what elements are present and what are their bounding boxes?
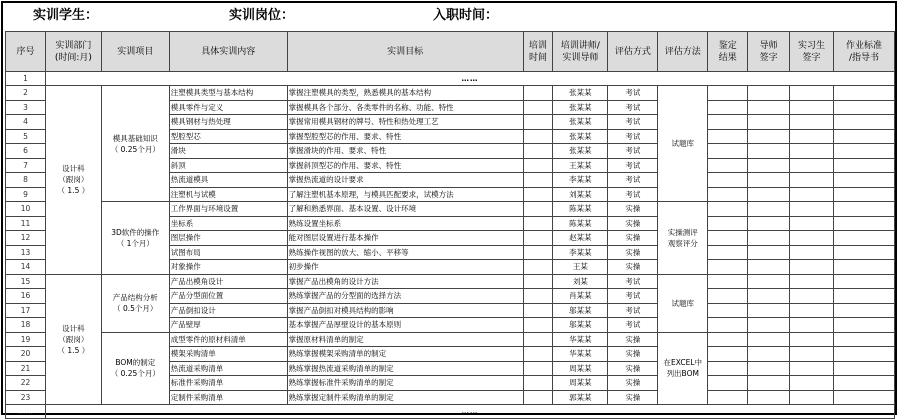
trainer-cell: 刘某	[553, 274, 608, 289]
guide-cell[interactable]	[834, 158, 895, 173]
mentor-signature-cell[interactable]	[748, 158, 790, 173]
intern-signature-cell[interactable]	[790, 289, 834, 304]
goal-cell: 掌握斜顶型芯的作用、要求、特性	[287, 158, 523, 173]
goal-cell: 掌握产品出模角的设计方法	[287, 274, 523, 289]
trainer-cell: 李某某	[553, 245, 608, 260]
guide-cell[interactable]	[834, 390, 895, 405]
guide-cell[interactable]	[834, 361, 895, 376]
guide-cell[interactable]	[834, 144, 895, 159]
content-cell: 标准件采购清单	[169, 376, 287, 391]
content-cell: 坐标系	[169, 216, 287, 231]
content-cell: 模架采购清单	[169, 347, 287, 362]
eval-method-cell: 在EXCEL中 列出BOM	[658, 332, 708, 405]
mentor-signature-cell[interactable]	[748, 361, 790, 376]
training-time-cell[interactable]	[523, 100, 553, 115]
ellipsis: ……	[45, 72, 894, 86]
content-cell: 斜顶	[169, 158, 287, 173]
trainer-cell: 陈某某	[553, 216, 608, 231]
result-cell[interactable]	[708, 202, 748, 217]
eval-mode-cell: 实操	[608, 202, 658, 217]
training-time-cell[interactable]	[523, 129, 553, 144]
training-time-cell[interactable]	[523, 216, 553, 231]
eval-mode-cell: 实操	[608, 231, 658, 246]
intern-signature-cell[interactable]	[790, 231, 834, 246]
result-cell[interactable]	[708, 390, 748, 405]
training-time-cell[interactable]	[523, 245, 553, 260]
goal-cell: 熟练设置坐标系	[287, 216, 523, 231]
guide-cell[interactable]	[834, 245, 895, 260]
result-cell[interactable]	[708, 100, 748, 115]
col-header: 评估方式	[608, 32, 658, 72]
row-number: 4	[6, 115, 46, 130]
content-cell: 热流道模具	[169, 173, 287, 188]
col-header: 实训项目	[101, 32, 169, 72]
goal-cell: 掌握模具各个部分、各类零件的名称、功能、特性	[287, 100, 523, 115]
col-header: 实训目标	[287, 32, 523, 72]
col-header: 作业标准 /指导书	[834, 32, 895, 72]
result-cell[interactable]	[708, 376, 748, 391]
eval-mode-cell: 考试	[608, 86, 658, 101]
intern-signature-cell[interactable]	[790, 129, 834, 144]
goal-cell: 基本掌握产品厚壁设计的基本原则	[287, 318, 523, 333]
training-time-cell[interactable]	[523, 202, 553, 217]
row-number: 9	[6, 187, 46, 202]
mentor-signature-cell[interactable]	[748, 289, 790, 304]
intern-signature-cell[interactable]	[790, 144, 834, 159]
department-cell: 设计科 （跟岗） （ 1.5 ）	[45, 86, 101, 275]
row-number: 3	[6, 100, 46, 115]
goal-cell: 了解注塑机基本原理，与模具匹配要求，试模方法	[287, 187, 523, 202]
content-cell: 型腔型芯	[169, 129, 287, 144]
col-header: 实训部门 (时间:月)	[45, 32, 101, 72]
guide-cell[interactable]	[834, 100, 895, 115]
result-cell[interactable]	[708, 260, 748, 275]
row-number: 14	[6, 260, 46, 275]
guide-cell[interactable]	[834, 347, 895, 362]
eval-mode-cell: 考试	[608, 303, 658, 318]
intern-signature-cell[interactable]	[790, 274, 834, 289]
content-cell: 产品壁厚	[169, 318, 287, 333]
col-header: 鉴定 结果	[708, 32, 748, 72]
training-time-cell[interactable]	[523, 231, 553, 246]
goal-cell: 掌握产品倒扣对模具结构的影响	[287, 303, 523, 318]
row-number: 1	[6, 72, 46, 86]
training-time-cell[interactable]	[523, 173, 553, 188]
trainer-cell: 王某某	[553, 158, 608, 173]
trainer-cell: 周某某	[553, 361, 608, 376]
trainer-cell: 华某某	[553, 347, 608, 362]
training-time-cell[interactable]	[523, 158, 553, 173]
goal-cell: 熟练掌握热流道采购清单的制定	[287, 361, 523, 376]
content-cell: 产品倒扣设计	[169, 303, 287, 318]
intern-signature-cell[interactable]	[790, 216, 834, 231]
eval-mode-cell: 实操	[608, 361, 658, 376]
result-cell[interactable]	[708, 86, 748, 101]
department-cell: 设计科 （跟岗） （ 1.5 ）	[45, 274, 101, 405]
row-number: 5	[6, 129, 46, 144]
goal-cell: 掌握注塑模具的类型，熟悉模具的基本结构	[287, 86, 523, 101]
intern-signature-cell[interactable]	[790, 260, 834, 275]
trainer-cell: 赵某某	[553, 231, 608, 246]
trainer-cell: 刘某某	[553, 187, 608, 202]
result-cell[interactable]	[708, 158, 748, 173]
intern-signature-cell[interactable]	[790, 376, 834, 391]
row-number: 8	[6, 173, 46, 188]
training-table	[5, 31, 895, 419]
guide-cell[interactable]	[834, 260, 895, 275]
guide-cell[interactable]	[834, 289, 895, 304]
row-number: 12	[6, 231, 46, 246]
eval-mode-cell: 考试	[608, 158, 658, 173]
content-cell: 热流道采购清单	[169, 361, 287, 376]
training-time-cell[interactable]	[523, 187, 553, 202]
ellipsis: ……	[45, 405, 894, 419]
mentor-signature-cell[interactable]	[748, 347, 790, 362]
intern-signature-cell[interactable]	[790, 115, 834, 130]
guide-cell[interactable]	[834, 202, 895, 217]
col-header: 实习生 签字	[790, 32, 834, 72]
goal-cell: 能对图层设置进行基本操作	[287, 231, 523, 246]
guide-cell[interactable]	[834, 173, 895, 188]
student-label: 实训学生：	[33, 8, 99, 23]
intern-signature-cell[interactable]	[790, 100, 834, 115]
eval-mode-cell: 实操	[608, 390, 658, 405]
row-number: 21	[6, 361, 46, 376]
result-cell[interactable]	[708, 347, 748, 362]
row-number: 23	[6, 390, 46, 405]
training-time-cell[interactable]	[523, 332, 553, 347]
trainer-cell: 郭某某	[553, 390, 608, 405]
training-time-cell[interactable]	[523, 318, 553, 333]
training-time-cell[interactable]	[523, 144, 553, 159]
content-cell: 产品分型面位置	[169, 289, 287, 304]
intern-signature-cell[interactable]	[790, 173, 834, 188]
content-cell: 定制件采购清单	[169, 390, 287, 405]
training-time-cell[interactable]	[523, 115, 553, 130]
intern-signature-cell[interactable]	[790, 86, 834, 101]
result-cell[interactable]	[708, 245, 748, 260]
row-number: 15	[6, 274, 46, 289]
mentor-signature-cell[interactable]	[748, 245, 790, 260]
result-cell[interactable]	[708, 361, 748, 376]
result-cell[interactable]	[708, 303, 748, 318]
mentor-signature-cell[interactable]	[748, 202, 790, 217]
result-cell[interactable]	[708, 318, 748, 333]
project-cell: 产品结构分析 （ 0.5个月）	[101, 274, 169, 332]
intern-signature-cell[interactable]	[790, 245, 834, 260]
result-cell[interactable]	[708, 115, 748, 130]
result-cell[interactable]	[708, 144, 748, 159]
row-number: ……	[6, 405, 46, 419]
trainer-cell: 邬某某	[553, 303, 608, 318]
col-header: 具体实训内容	[169, 32, 287, 72]
intern-signature-cell[interactable]	[790, 202, 834, 217]
eval-mode-cell: 考试	[608, 144, 658, 159]
result-cell[interactable]	[708, 231, 748, 246]
mentor-signature-cell[interactable]	[748, 303, 790, 318]
intern-signature-cell[interactable]	[790, 347, 834, 362]
guide-cell[interactable]	[834, 115, 895, 130]
goal-cell: 熟练操作视图的放大、缩小、平移等	[287, 245, 523, 260]
intern-signature-cell[interactable]	[790, 318, 834, 333]
intern-signature-cell[interactable]	[790, 158, 834, 173]
eval-method-cell: 试题库	[658, 86, 708, 202]
row-number: 18	[6, 318, 46, 333]
mentor-signature-cell[interactable]	[748, 173, 790, 188]
row-number: 2	[6, 86, 46, 101]
col-header: 培训讲师/ 实训导师	[553, 32, 608, 72]
goal-cell: 熟练掌握模架采购清单的制定	[287, 347, 523, 362]
training-time-cell[interactable]	[523, 390, 553, 405]
trainer-cell: 张某某	[553, 115, 608, 130]
content-cell: 工作界面与环境设置	[169, 202, 287, 217]
post-label: 实训岗位：	[229, 8, 295, 23]
mentor-signature-cell[interactable]	[748, 318, 790, 333]
trainer-cell: 张某某	[553, 100, 608, 115]
trainer-cell: 张某某	[553, 129, 608, 144]
trainer-cell: 陈某某	[553, 202, 608, 217]
eval-mode-cell: 考试	[608, 187, 658, 202]
result-cell[interactable]	[708, 332, 748, 347]
eval-method-cell: 试题库	[658, 274, 708, 332]
goal-cell: 熟练掌握标准件采购清单的制定	[287, 376, 523, 391]
trainer-cell: 周某某	[553, 376, 608, 391]
training-time-cell[interactable]	[523, 289, 553, 304]
table-row	[6, 72, 895, 86]
project-cell: 3D软件的操作 （ 1个月）	[101, 202, 169, 275]
table-row	[6, 274, 895, 289]
result-cell[interactable]	[708, 187, 748, 202]
trainer-cell: 王某	[553, 260, 608, 275]
goal-cell: 熟练掌握定制件采购清单的制定	[287, 390, 523, 405]
guide-cell[interactable]	[834, 274, 895, 289]
row-number: 19	[6, 332, 46, 347]
guide-cell[interactable]	[834, 303, 895, 318]
result-cell[interactable]	[708, 289, 748, 304]
mentor-signature-cell[interactable]	[748, 144, 790, 159]
col-header: 导师 签字	[748, 32, 790, 72]
eval-mode-cell: 实操	[608, 245, 658, 260]
eval-method-cell: 实操测评 观察评分	[658, 202, 708, 275]
goal-cell: 熟练掌握产品的分型面的选择方法	[287, 289, 523, 304]
eval-mode-cell: 考试	[608, 173, 658, 188]
mentor-signature-cell[interactable]	[748, 332, 790, 347]
col-header: 序号	[6, 32, 46, 72]
goal-cell: 掌握型腔型芯的作用、要求、特性	[287, 129, 523, 144]
trainer-cell: 李某某	[553, 173, 608, 188]
training-time-cell[interactable]	[523, 274, 553, 289]
trainer-cell: 华某某	[553, 332, 608, 347]
row-number: 7	[6, 158, 46, 173]
training-time-cell[interactable]	[523, 86, 553, 101]
intern-signature-cell[interactable]	[790, 361, 834, 376]
mentor-signature-cell[interactable]	[748, 129, 790, 144]
eval-mode-cell: 实操	[608, 347, 658, 362]
start-time-label: 入职时间：	[433, 8, 499, 23]
training-time-cell[interactable]	[523, 376, 553, 391]
mentor-signature-cell[interactable]	[748, 376, 790, 391]
training-time-cell[interactable]	[523, 347, 553, 362]
content-cell: 产品出模角设计	[169, 274, 287, 289]
intern-signature-cell[interactable]	[790, 332, 834, 347]
eval-mode-cell: 考试	[608, 100, 658, 115]
eval-mode-cell: 考试	[608, 129, 658, 144]
mentor-signature-cell[interactable]	[748, 115, 790, 130]
guide-cell[interactable]	[834, 129, 895, 144]
content-cell: 试图布局	[169, 245, 287, 260]
eval-mode-cell: 实操	[608, 216, 658, 231]
row-number: 11	[6, 216, 46, 231]
trainer-cell: 张某某	[553, 86, 608, 101]
guide-cell[interactable]	[834, 332, 895, 347]
training-plan-sheet	[1, 1, 897, 415]
eval-mode-cell: 考试	[608, 274, 658, 289]
goal-cell: 初步操作	[287, 260, 523, 275]
guide-cell[interactable]	[834, 376, 895, 391]
trainer-cell: 张某某	[553, 144, 608, 159]
project-cell: BOM的制定 （ 0.25个月）	[101, 332, 169, 405]
table-row	[6, 86, 895, 101]
eval-mode-cell: 考试	[608, 115, 658, 130]
result-cell[interactable]	[708, 173, 748, 188]
guide-cell[interactable]	[834, 216, 895, 231]
training-time-cell[interactable]	[523, 361, 553, 376]
mentor-signature-cell[interactable]	[748, 274, 790, 289]
guide-cell[interactable]	[834, 231, 895, 246]
row-number: 17	[6, 303, 46, 318]
eval-mode-cell: 考试	[608, 289, 658, 304]
training-time-cell[interactable]	[523, 303, 553, 318]
content-cell: 对象操作	[169, 260, 287, 275]
row-number: 6	[6, 144, 46, 159]
goal-cell: 了解和熟悉界面、基本设置、设计环境	[287, 202, 523, 217]
mentor-signature-cell[interactable]	[748, 390, 790, 405]
result-cell[interactable]	[708, 216, 748, 231]
eval-mode-cell: 实操	[608, 332, 658, 347]
project-cell: 模具基础知识 （ 0.25个月）	[101, 86, 169, 202]
trainer-cell: 邬某某	[553, 318, 608, 333]
table-row	[6, 202, 895, 217]
goal-cell: 掌握常用模具钢材的牌号、特性和热处理工艺	[287, 115, 523, 130]
eval-mode-cell: 实操	[608, 260, 658, 275]
trainer-cell: 肖某某	[553, 289, 608, 304]
table-row	[6, 332, 895, 347]
content-cell: 注塑机与试模	[169, 187, 287, 202]
goal-cell: 掌握热流道的设计要求	[287, 173, 523, 188]
header-row	[6, 32, 895, 72]
col-header: 培训 时间	[523, 32, 553, 72]
content-cell: 滑块	[169, 144, 287, 159]
mentor-signature-cell[interactable]	[748, 216, 790, 231]
row-number: 13	[6, 245, 46, 260]
intern-signature-cell[interactable]	[790, 390, 834, 405]
mentor-signature-cell[interactable]	[748, 100, 790, 115]
content-cell: 图层操作	[169, 231, 287, 246]
goal-cell: 掌握原材料清单的制定	[287, 332, 523, 347]
content-cell: 成型零件的原材料清单	[169, 332, 287, 347]
mentor-signature-cell[interactable]	[748, 187, 790, 202]
mentor-signature-cell[interactable]	[748, 86, 790, 101]
content-cell: 模具零件与定义	[169, 100, 287, 115]
row-number: 22	[6, 376, 46, 391]
col-header: 评估方法	[658, 32, 708, 72]
row-number: 10	[6, 202, 46, 217]
row-number: 16	[6, 289, 46, 304]
content-cell: 注塑模具类型与基本结构	[169, 86, 287, 101]
result-cell[interactable]	[708, 274, 748, 289]
intern-signature-cell[interactable]	[790, 303, 834, 318]
intern-signature-cell[interactable]	[790, 187, 834, 202]
result-cell[interactable]	[708, 129, 748, 144]
mentor-signature-cell[interactable]	[748, 231, 790, 246]
goal-cell: 掌握滑块的作用、要求、特性	[287, 144, 523, 159]
table-row	[6, 405, 895, 419]
eval-mode-cell: 实操	[608, 376, 658, 391]
guide-cell[interactable]	[834, 187, 895, 202]
eval-mode-cell: 考试	[608, 318, 658, 333]
guide-cell[interactable]	[834, 86, 895, 101]
mentor-signature-cell[interactable]	[748, 260, 790, 275]
guide-cell[interactable]	[834, 318, 895, 333]
row-number: 20	[6, 347, 46, 362]
content-cell: 模具钢材与热处理	[169, 115, 287, 130]
training-time-cell[interactable]	[523, 260, 553, 275]
